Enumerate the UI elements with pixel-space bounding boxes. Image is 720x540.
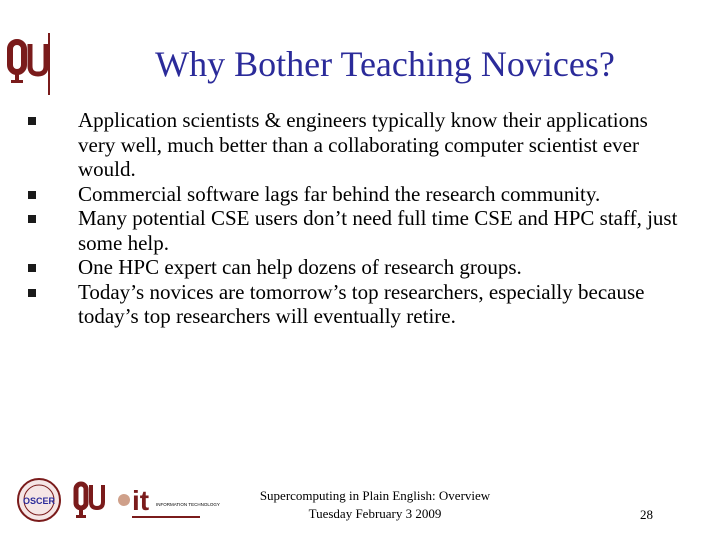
list-item [28,108,688,182]
list-item [28,255,688,280]
oscer-logo-icon [18,479,60,521]
it-logo-text: it [132,485,150,516]
list-item [28,280,688,329]
page-title: Why Bother Teaching Novices? [155,44,615,84]
oscer-logo-text: OSCER [22,496,56,506]
bullet-icon [28,289,36,297]
bullet-text: Commercial software lags far behind the research community. [78,181,601,206]
bullet-icon [28,117,36,125]
ou-logo-icon [8,40,48,84]
bullet-text: Many potential CSE users don’t need full time CSE and HPC staff, just some help. [78,206,678,255]
footer-line-2: Tuesday February 3 2009 [308,506,442,521]
list-item [28,182,688,207]
bullet-icon [28,191,36,199]
footer-logos [14,478,220,528]
bullet-icon [28,264,36,272]
bullet-list [28,108,688,329]
title-divider [48,33,50,95]
ou-logo-icon [76,484,103,518]
footer-caption [230,487,520,523]
bullet-text: Today’s novices are tomorrow’s top researchers, especially because today’s top researchers will eventually retire. [78,279,645,328]
bullet-icon [28,215,36,223]
page-number: 28 [640,507,653,522]
bullet-text: Application scientists & engineers typically know their applications very well, much better than a collaborating computer scientist ever would. [78,108,648,181]
it-logo-subtext: INFORMATION TECHNOLOGY [156,502,220,507]
it-logo-icon [118,485,220,518]
list-item [28,206,688,255]
bullet-text: One HPC expert can help dozens of research groups. [78,255,522,279]
footer-line-1: Supercomputing in Plain English: Overview [259,488,491,503]
